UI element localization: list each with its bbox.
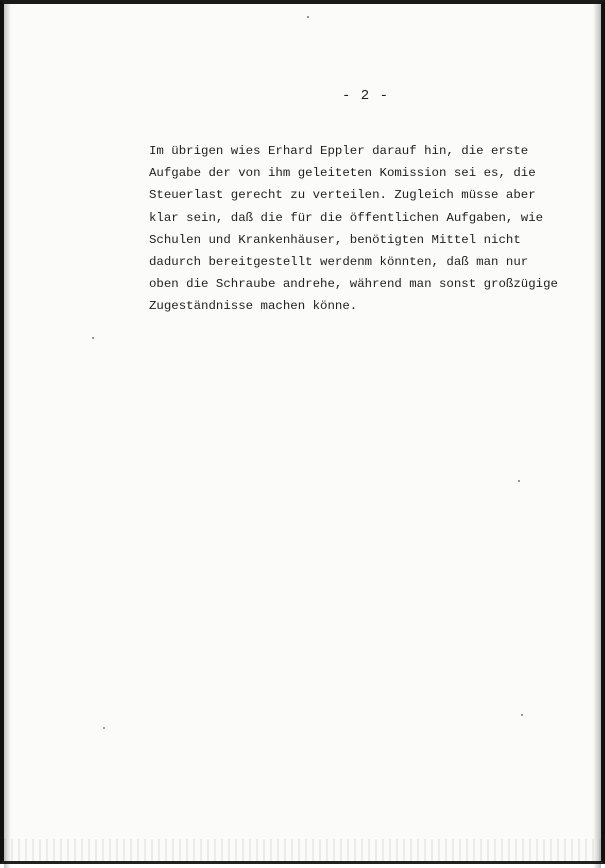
text-line: Aufgabe der von ihm geleiteten Komission sei es, die xyxy=(149,166,536,181)
text-line: dadurch bereitgestellt werdenm könnten, daß man nur xyxy=(149,254,529,269)
text-line: oben die Schraube andrehe, während man sonst großzügige xyxy=(149,277,558,292)
text-line: Zugeständnisse machen könne. xyxy=(149,299,358,314)
scan-speck xyxy=(307,16,309,18)
text-line: Schulen und Krankenhäuser, benötigten Mittel nicht xyxy=(149,232,521,247)
page-number: - 2 - xyxy=(342,88,390,104)
scan-speck xyxy=(92,337,94,339)
text-line: Steuerlast gerecht zu verteilen. Zugleich müsse aber xyxy=(149,188,536,203)
text-line: Im übrigen wies Erhard Eppler darauf hin, die erste xyxy=(149,144,529,158)
scan-speck xyxy=(103,727,105,729)
scan-speck xyxy=(521,714,523,716)
page-edge-shadow-left xyxy=(4,4,11,868)
page-edge-shadow-right xyxy=(593,4,601,868)
scan-speck xyxy=(518,480,520,482)
body-paragraph xyxy=(149,140,589,318)
text-line: klar sein, daß die für die öffentlichen Aufgaben, wie xyxy=(149,210,544,225)
scan-noise xyxy=(4,839,605,861)
